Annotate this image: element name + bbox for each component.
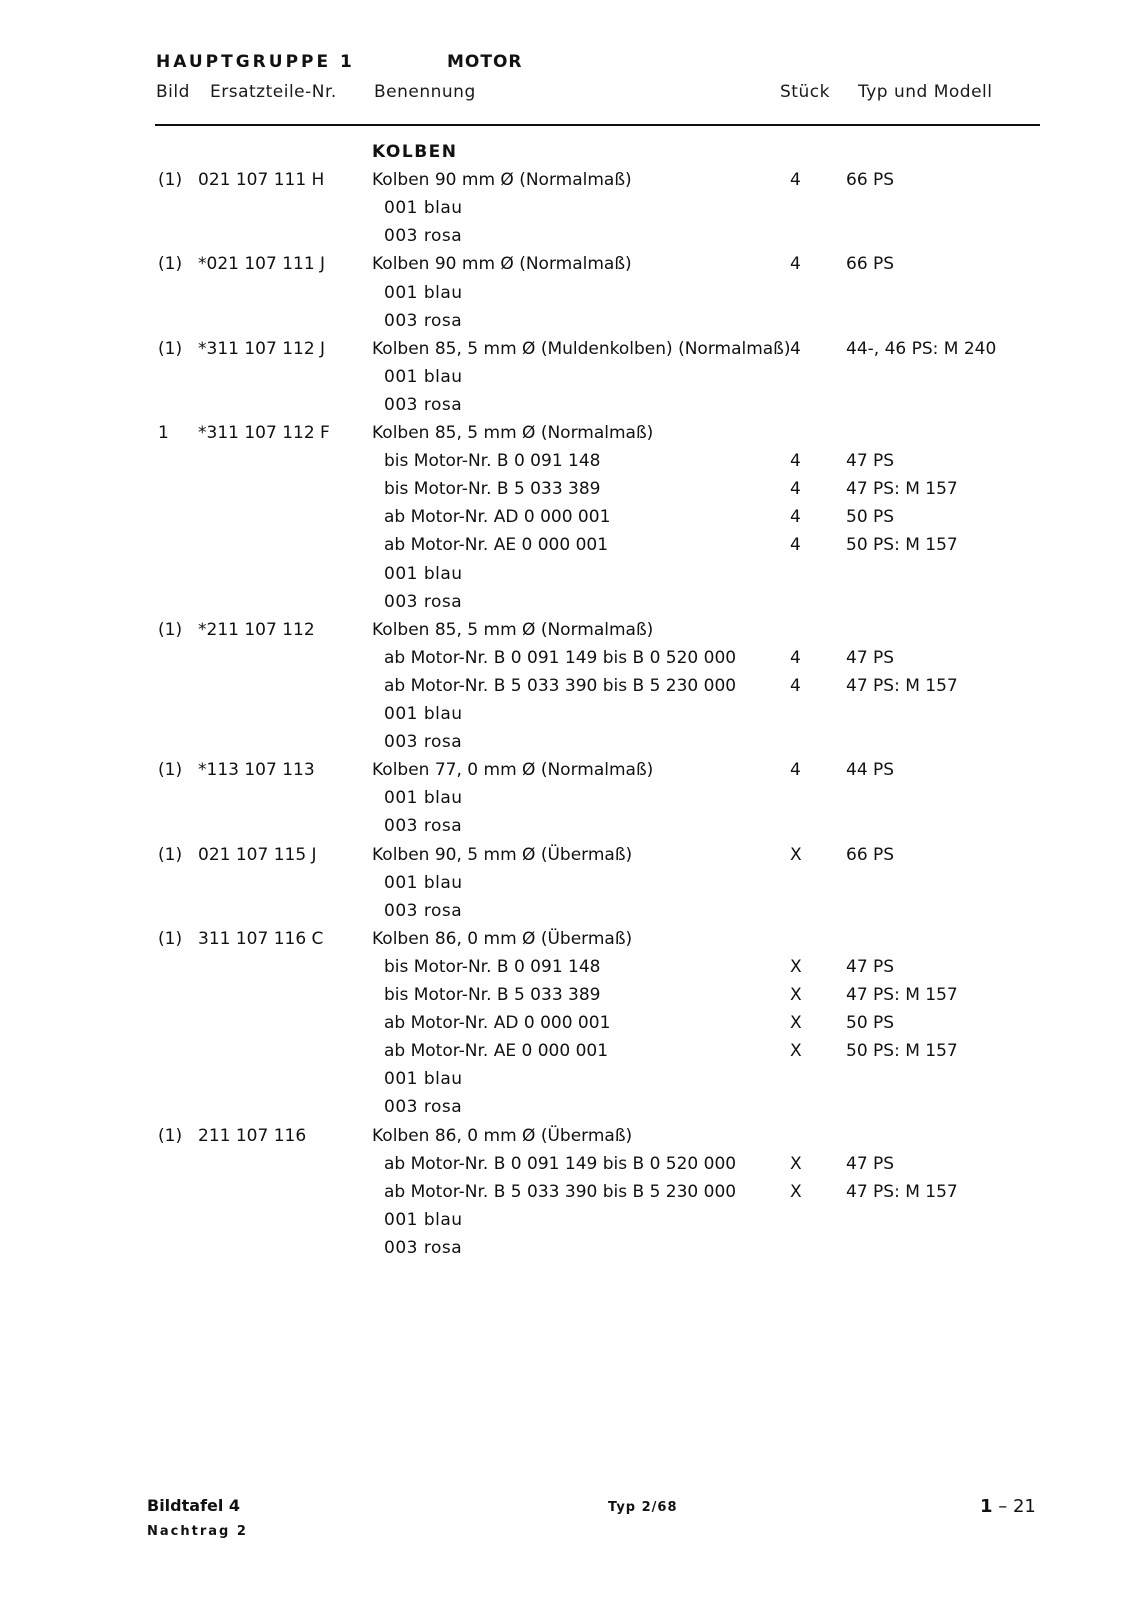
description-cell: 003 rosa <box>384 900 463 921</box>
table-row <box>0 1065 1133 1093</box>
table-row <box>0 1234 1133 1262</box>
section-heading-row <box>0 138 1133 166</box>
table-row <box>0 1206 1133 1234</box>
table-row <box>0 588 1133 616</box>
table-row <box>0 756 1133 784</box>
table-row <box>0 644 1133 672</box>
quantity-cell: X <box>790 985 802 1005</box>
part-number-cell: *113 107 113 <box>198 760 315 781</box>
quantity-cell: X <box>790 1041 802 1062</box>
table-row <box>0 1009 1133 1037</box>
description-cell: 001 blau <box>384 198 463 219</box>
quantity-cell: 4 <box>790 451 801 472</box>
model-cell: 66 PS <box>846 844 895 865</box>
model-cell: 47 PS: M 157 <box>846 675 958 696</box>
model-cell: 44 PS <box>846 760 895 781</box>
part-number-cell: *311 107 112 F <box>198 423 330 443</box>
supplement-label: Nachtrag 2 <box>147 1524 248 1539</box>
description-cell: 003 rosa <box>384 816 463 837</box>
description-cell: bis Motor-Nr. B 5 033 389 <box>384 985 601 1005</box>
table-row <box>0 560 1133 588</box>
figure-ref-cell: (1) <box>158 760 183 781</box>
quantity-cell: 4 <box>790 647 801 668</box>
figure-ref-cell: 1 <box>158 423 169 443</box>
model-cell: 50 PS: M 157 <box>846 1041 958 1062</box>
description-cell: 003 rosa <box>384 1097 463 1118</box>
model-cell: 50 PS: M 157 <box>846 535 958 556</box>
table-row <box>0 1150 1133 1178</box>
model-cell: 66 PS <box>846 254 895 275</box>
model-cell: 47 PS <box>846 956 895 977</box>
model-cell: 50 PS <box>846 1013 895 1034</box>
description-cell: Kolben 85, 5 mm Ø (Normalmaß) <box>372 423 654 443</box>
table-row <box>0 279 1133 307</box>
column-header-part-number: Ersatzteile-Nr. <box>210 82 337 102</box>
description-cell: Kolben 85, 5 mm Ø (Normalmaß) <box>372 619 654 640</box>
description-cell: 001 blau <box>384 563 463 584</box>
quantity-cell: 4 <box>790 675 801 696</box>
description-cell: 001 blau <box>384 1209 463 1230</box>
table-row <box>0 1122 1133 1150</box>
model-cell: 50 PS <box>846 507 895 528</box>
model-cell: 44-, 46 PS: M 240 <box>846 338 997 359</box>
description-cell: 003 rosa <box>384 310 463 331</box>
description-cell: ab Motor-Nr. B 0 091 149 bis B 0 520 000 <box>384 647 737 668</box>
model-cell: 47 PS: M 157 <box>846 479 958 500</box>
type-label: Typ 2/68 <box>608 1500 678 1515</box>
table-row <box>0 925 1133 953</box>
table-row <box>0 307 1133 335</box>
description-cell: 003 rosa <box>384 732 463 753</box>
table-row <box>0 194 1133 222</box>
description-cell: ab Motor-Nr. AD 0 000 001 <box>384 507 611 528</box>
model-cell: 47 PS: M 157 <box>846 1181 958 1202</box>
quantity-cell: 4 <box>790 170 801 191</box>
part-number-cell: 211 107 116 <box>198 1125 307 1146</box>
table-row <box>0 1178 1133 1206</box>
table-row <box>0 503 1133 531</box>
table-row <box>0 953 1133 981</box>
group-title: HAUPTGRUPPE 1 <box>156 52 355 72</box>
table-row <box>0 672 1133 700</box>
figure-ref-cell: (1) <box>158 1125 183 1146</box>
description-cell: 001 blau <box>384 282 463 303</box>
column-header-bild: Bild <box>156 82 190 102</box>
description-cell: ab Motor-Nr. AD 0 000 001 <box>384 1013 611 1034</box>
table-row <box>0 531 1133 559</box>
description-cell: Kolben 77, 0 mm Ø (Normalmaß) <box>372 760 654 781</box>
table-row <box>0 616 1133 644</box>
description-cell: Kolben 86, 0 mm Ø (Übermaß) <box>372 1125 633 1146</box>
column-header-description: Benennung <box>374 82 476 102</box>
figure-ref-cell: (1) <box>158 844 183 865</box>
quantity-cell: X <box>790 1181 802 1202</box>
table-row <box>0 841 1133 869</box>
header-divider <box>155 124 1040 126</box>
table-row <box>0 166 1133 194</box>
description-cell: bis Motor-Nr. B 0 091 148 <box>384 451 601 472</box>
model-cell: 47 PS <box>846 1153 895 1174</box>
table-row <box>0 897 1133 925</box>
page-number: 1 – 21 <box>980 1496 1036 1517</box>
description-cell: 003 rosa <box>384 394 463 415</box>
table-row <box>0 1037 1133 1065</box>
table-row <box>0 447 1133 475</box>
description-cell: Kolben 90 mm Ø (Normalmaß) <box>372 170 632 191</box>
part-number-cell: 021 107 111 H <box>198 170 325 191</box>
part-number-cell: *021 107 111 J <box>198 254 326 275</box>
section-title: MOTOR <box>447 52 523 72</box>
quantity-cell: 4 <box>790 760 801 781</box>
plate-label: Bildtafel 4 <box>147 1496 241 1515</box>
quantity-cell: 4 <box>790 479 801 500</box>
quantity-cell: 4 <box>790 535 801 556</box>
description-cell: 001 blau <box>384 1069 463 1090</box>
description-cell: bis Motor-Nr. B 5 033 389 <box>384 479 601 500</box>
table-row <box>0 728 1133 756</box>
table-row <box>0 391 1133 419</box>
description-cell: 003 rosa <box>384 591 463 612</box>
figure-ref-cell: (1) <box>158 254 183 275</box>
table-row <box>0 475 1133 503</box>
description-cell: 003 rosa <box>384 226 463 247</box>
table-row <box>0 981 1133 1009</box>
figure-ref-cell: (1) <box>158 338 183 359</box>
quantity-cell: 4 <box>790 507 801 528</box>
table-row <box>0 784 1133 812</box>
column-header-quantity: Stück <box>780 82 830 102</box>
part-number-cell: *211 107 112 <box>198 619 315 640</box>
description-cell: ab Motor-Nr. B 5 033 390 bis B 5 230 000 <box>384 1181 737 1202</box>
figure-ref-cell: (1) <box>158 928 183 949</box>
quantity-cell: X <box>790 1153 802 1174</box>
description-cell: Kolben 86, 0 mm Ø (Übermaß) <box>372 928 633 949</box>
quantity-cell: X <box>790 844 802 865</box>
model-cell: 66 PS <box>846 170 895 191</box>
column-header-model: Typ und Modell <box>858 82 993 102</box>
quantity-cell: X <box>790 956 802 977</box>
table-row <box>0 335 1133 363</box>
table-row <box>0 363 1133 391</box>
description-cell: ab Motor-Nr. AE 0 000 001 <box>384 535 609 556</box>
model-cell: 47 PS <box>846 647 895 668</box>
part-number-cell: 021 107 115 J <box>198 844 317 865</box>
description-cell: 001 blau <box>384 704 463 724</box>
description-cell: 001 blau <box>384 788 463 809</box>
part-number-cell: 311 107 116 C <box>198 928 324 949</box>
description-cell: Kolben 85, 5 mm Ø (Muldenkolben) (Normalmaß) <box>372 338 791 359</box>
figure-ref-cell: (1) <box>158 170 183 191</box>
table-row <box>0 1093 1133 1121</box>
description-cell: ab Motor-Nr. AE 0 000 001 <box>384 1041 609 1062</box>
description-cell: 001 blau <box>384 872 463 893</box>
description-cell: ab Motor-Nr. B 5 033 390 bis B 5 230 000 <box>384 675 737 696</box>
description-cell: KOLBEN <box>372 142 458 162</box>
description-cell: bis Motor-Nr. B 0 091 148 <box>384 956 601 977</box>
quantity-cell: 4 <box>790 338 801 359</box>
description-cell: Kolben 90 mm Ø (Normalmaß) <box>372 254 632 275</box>
description-cell: 003 rosa <box>384 1237 463 1258</box>
figure-ref-cell: (1) <box>158 619 183 640</box>
table-row <box>0 250 1133 278</box>
quantity-cell: X <box>790 1013 802 1034</box>
model-cell: 47 PS: M 157 <box>846 985 958 1005</box>
table-row <box>0 222 1133 250</box>
table-row <box>0 869 1133 897</box>
part-number-cell: *311 107 112 J <box>198 338 326 359</box>
table-row <box>0 700 1133 728</box>
description-cell: 001 blau <box>384 366 463 387</box>
description-cell: Kolben 90, 5 mm Ø (Übermaß) <box>372 844 633 865</box>
table-row <box>0 419 1133 447</box>
table-row <box>0 812 1133 840</box>
description-cell: ab Motor-Nr. B 0 091 149 bis B 0 520 000 <box>384 1153 737 1174</box>
quantity-cell: 4 <box>790 254 801 275</box>
model-cell: 47 PS <box>846 451 895 472</box>
